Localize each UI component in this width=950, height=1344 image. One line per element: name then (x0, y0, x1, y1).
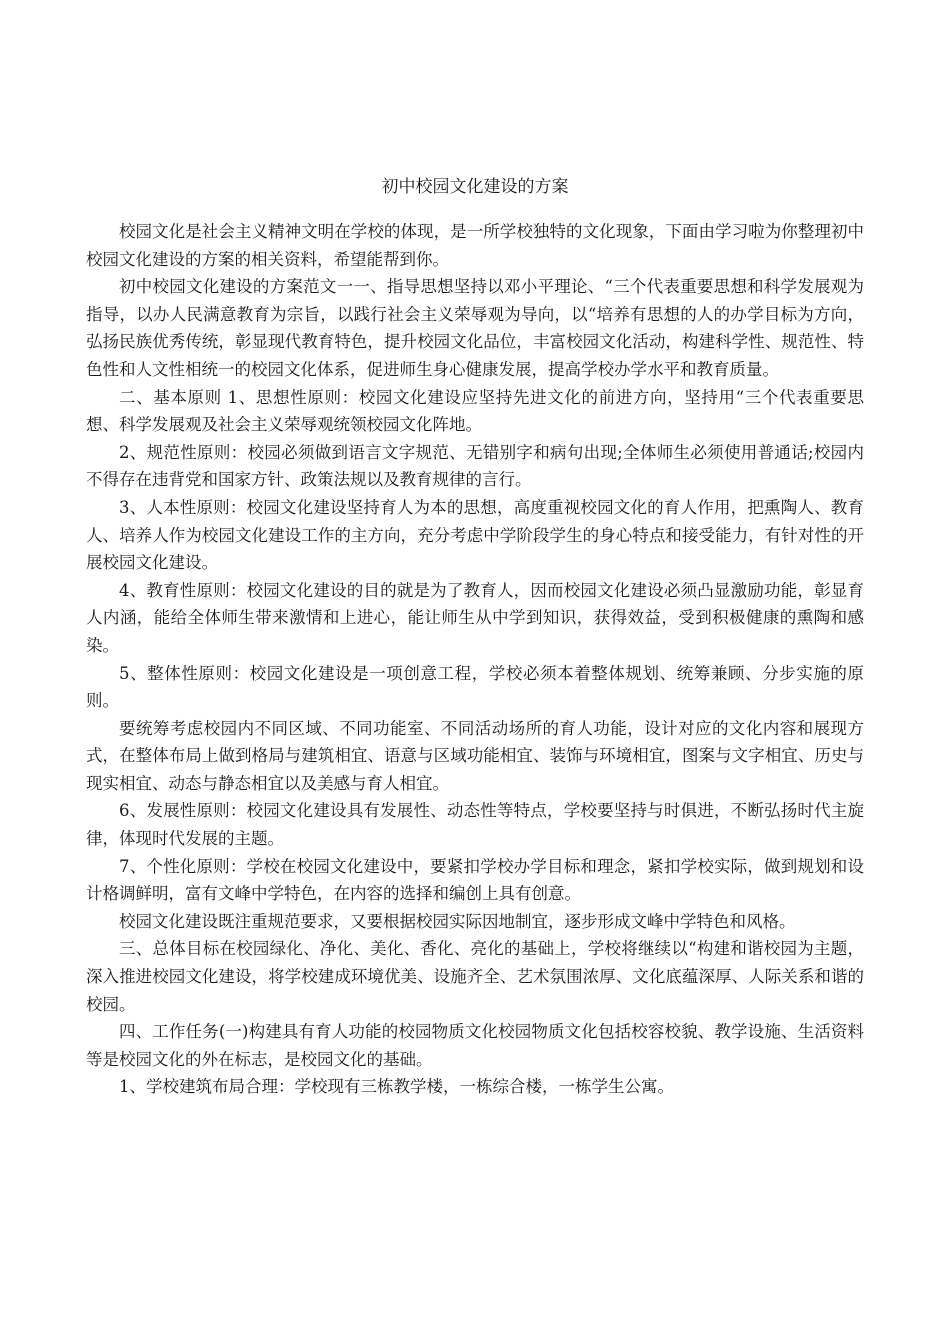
paragraph: 三、总体目标在校园绿化、净化、美化、香化、亮化的基础上，学校将继续以“构建和谐校园为主题，深入推进校园文化建设，将学校建成环境优美、设施齐全、艺术氛围浓厚、文化底蕴深厚、人际关系和谐的校园。 (86, 939, 864, 1014)
paragraph: 二、基本原则 1、思想性原则：校园文化建设应坚持先进文化的前进方向，坚持用“三个代表重要思想、科学发展观及社会主义荣辱观统领校园文化阵地。 (86, 387, 864, 435)
paragraph: 5、整体性原则：校园文化建设是一项创意工程，学校必须本着整体规划、统筹兼顾、分步实施的原则。 (86, 663, 864, 711)
paragraph: 7、个性化原则：学校在校园文化建设中，要紧扣学校办学目标和理念，紧扣学校实际，做到规划和设计格调鲜明，富有文峰中学特色，在内容的选择和编创上具有创意。 (86, 856, 864, 904)
paragraph: 校园文化建设既注重规范要求，又要根据校园实际因地制宜，逐步形成文峰中学特色和风格。 (119, 911, 796, 931)
paragraph: 初中校园文化建设的方案范文一一、指导思想坚持以邓小平理论、“三个代表重要思想和科学发展观为指导，以办人民满意教育为宗旨，以践行社会主义荣辱观为导向，以“培养有思想的人的办学目标为方向，弘扬民族优秀传统，彰显现代教育特色，提升校园文化品位，丰富校园文化活动，构建科学性、规范性、特色性和人文性相统一的校园文化体系，促进师生身心健康发展，提高学校办学水平和教育质量。 (86, 277, 864, 379)
paragraph: 2、规范性原则：校园必须做到语言文字规范、无错别字和病句出现;全体师生必须使用普通话;校园内不得存在违背党和国家方针、政策法规以及教育规律的言行。 (86, 442, 864, 490)
paragraph: 6、发展性原则：校园文化建设具有发展性、动态性等特点，学校要坚持与时俱进，不断弘扬时代主旋律，体现时代发展的主题。 (86, 801, 864, 849)
paragraph: 要统筹考虑校园内不同区域、不同功能室、不同活动场所的育人功能，设计对应的文化内容和展现方式，在整体布局上做到格局与建筑相宜、语意与区域功能相宜、装饰与环境相宜，图案与文字相宜、历史与现实相宜、动态与静态相宜以及美感与育人相宜。 (86, 718, 864, 793)
paragraph: 4、教育性原则：校园文化建设的目的就是为了教育人，因而校园文化建设必须凸显激励功能，彰显育人内涵，能给全体师生带来激情和上进心，能让师生从中学到知识，获得效益，受到积极健康的熏陶和感染。 (86, 580, 864, 655)
paragraph: 校园文化是社会主义精神文明在学校的体现，是一所学校独特的文化现象，下面由学习啦为你整理初中校园文化建设的方案的相关资料，希望能帮到你。 (86, 222, 864, 269)
paragraph: 3、人本性原则：校园文化建设坚持育人为本的思想，高度重视校园文化的育人作用，把熏陶人、教育人、培养人作为校园文化建设工作的主方向，充分考虑中学阶段学生的身心特点和接受能力，有针对性的开展校园文化建设。 (86, 497, 864, 573)
document-title: 初中校园文化建设的方案 (381, 177, 569, 197)
paragraph: 1、学校建筑布局合理：学校现有三栋教学楼，一栋综合楼，一栋学生公寓。 (119, 1077, 674, 1097)
document-body (86, 218, 864, 1101)
paragraph: 四、工作任务(一)构建具有育人功能的校园物质文化校园物质文化包括校容校貌、教学设施、生活资料等是校园文化的外在标志，是校园文化的基础。 (86, 1022, 864, 1069)
